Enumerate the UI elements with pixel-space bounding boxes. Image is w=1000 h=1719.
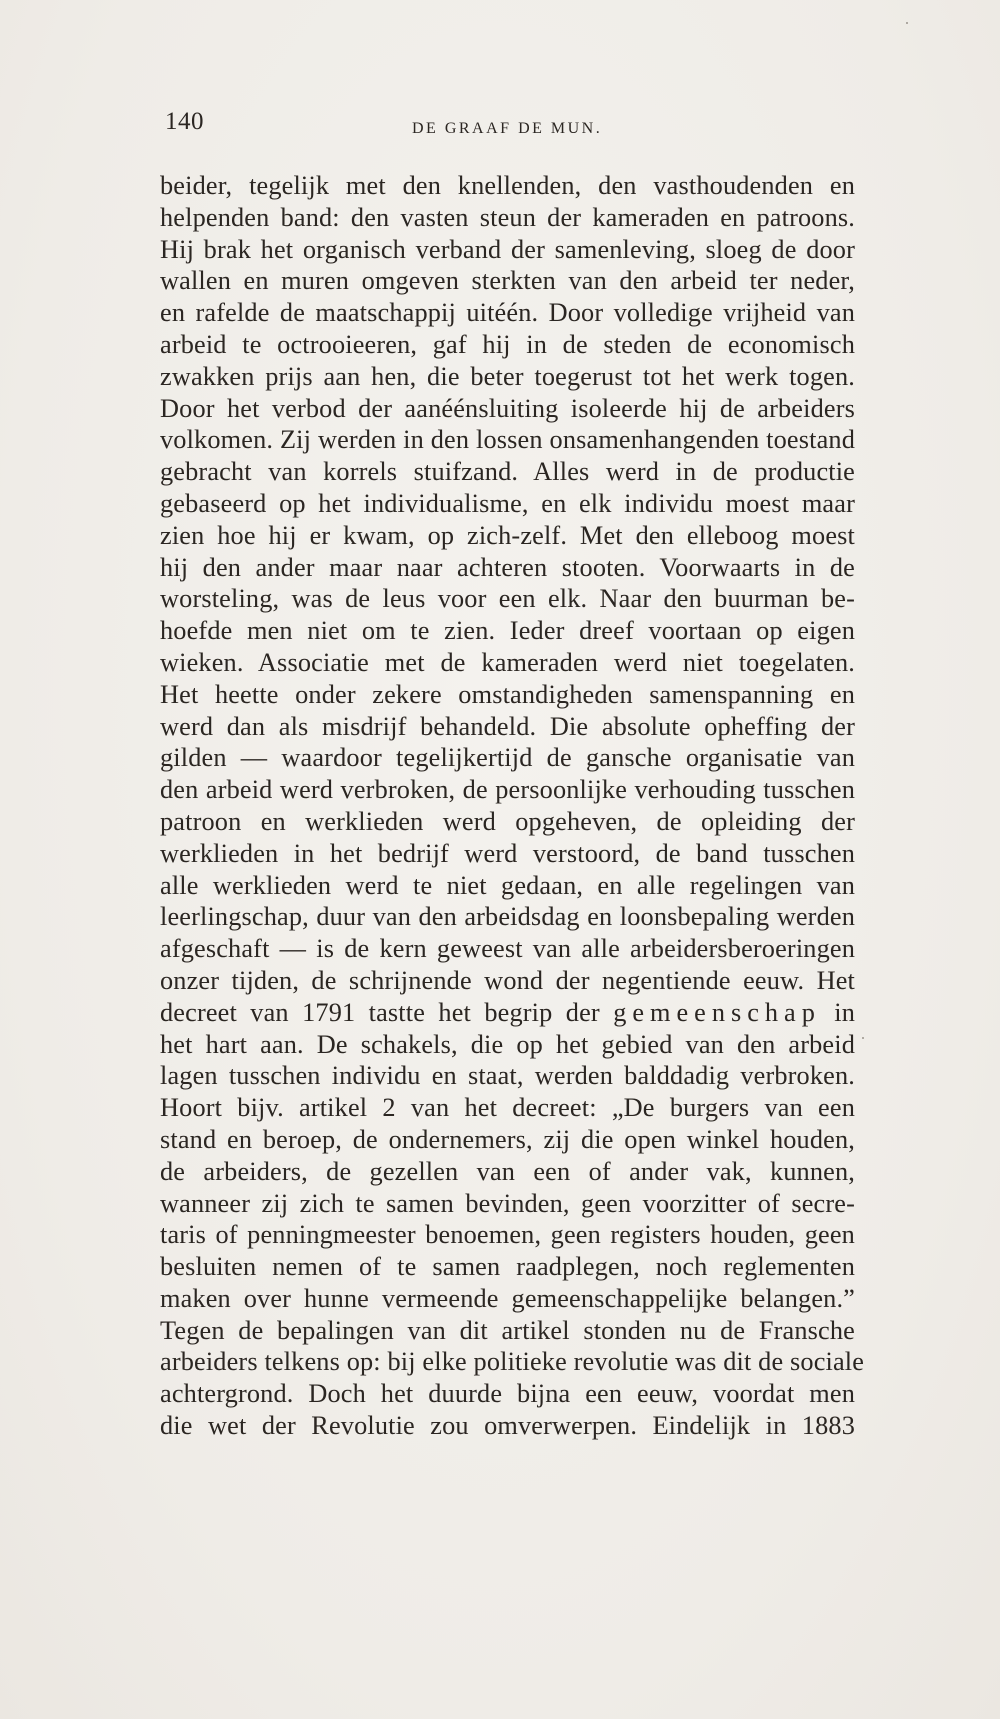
text-line: wieken. Associatie met de kameraden werd niet toegelaten. [160, 647, 855, 677]
text-line: besluiten nemen of te samen raadplegen, noch reglementen [160, 1252, 855, 1282]
text-line: patroon en werklieden werd opgeheven, de opleiding der [160, 806, 855, 836]
text-line: arbeid te octrooieeren, gaf hij in de steden de economisch [160, 329, 855, 359]
text-line: gebaseerd op het individualisme, en elk individu moest maar [160, 488, 855, 518]
running-title: DE GRAAF DE MUN. [412, 120, 603, 137]
text-line: wallen en muren omgeven sterkten van den arbeid ter neder, [160, 266, 855, 296]
text-line: onzer tijden, de schrijnende wond der negentiende eeuw. Het [160, 965, 855, 995]
text-line: Het heette onder zekere omstandigheden samenspanning en [160, 679, 855, 709]
text-line: alle werklieden werd te niet gedaan, en alle regelingen van [160, 870, 855, 900]
text-line: hoefde men niet om te zien. Ieder dreef voortaan op eigen [160, 616, 855, 646]
text-line: gilden — waardoor tegelijkertijd de gansche organisatie van [160, 743, 855, 773]
text-line: zwakken prijs aan hen, die beter toegerust tot het werk togen. [160, 361, 855, 391]
text-line: den arbeid werd verbroken, de persoonlijke verhouding tusschen [160, 775, 855, 805]
text-line: Door het verbod der aanéénsluiting isoleerde hij de arbeiders [160, 393, 855, 423]
text-line: Hoort bijv. artikel 2 van het decreet: „De burgers van een [160, 1093, 855, 1123]
page-number: 140 [165, 108, 204, 135]
text-line: stand en beroep, de ondernemers, zij die open winkel houden, [160, 1124, 855, 1154]
spaced-emphasis-word: gemeenschap [613, 997, 821, 1027]
text-segment: decreet van 1791 tastte het begrip der [160, 997, 600, 1027]
text-line: volkomen. Zij werden in den lossen onsamenhangenden toestand [160, 425, 855, 455]
text-line: lagen tusschen individu en staat, werden balddadig verbroken. [160, 1061, 855, 1091]
text-line: taris of penningmeester benoemen, geen registers houden, geen [160, 1220, 855, 1250]
text-line: beider, tegelijk met den knellenden, den vasthoudenden en [160, 171, 855, 200]
text-line-with-spaced-word [160, 997, 855, 1029]
text-line: wanneer zij zich te samen bevinden, geen voorzitter of secre- [160, 1188, 855, 1218]
text-line: maken over hunne vermeende gemeenschappelijke belangen.” [160, 1283, 855, 1313]
text-line: en rafelde de maatschappij uitéén. Door volledige vrijheid van [160, 298, 855, 328]
text-line: het hart aan. De schakels, die op het gebied van den arbeid [160, 1029, 855, 1059]
text-line: werklieden in het bedrijf werd verstoord, de band tusschen [160, 838, 855, 868]
text-line: Hij brak het organisch verband der samenleving, sloeg de door [160, 234, 855, 264]
text-line: leerlingschap, duur van den arbeidsdag en loonsbepaling werden [160, 902, 855, 932]
text-line: zien hoe hij er kwam, op zich-zelf. Met den elleboog moest [160, 520, 855, 550]
paper-speck [862, 1037, 864, 1039]
text-line: worsteling, was de leus voor een elk. Naar den buurman be- [160, 584, 855, 614]
text-line: Tegen de bepalingen van dit artikel stonden nu de Fransche [160, 1315, 855, 1345]
text-line: gebracht van korrels stuifzand. Alles werd in de productie [160, 457, 855, 487]
text-line: die wet der Revolutie zou omverwerpen. Eindelijk in 1883 [160, 1411, 855, 1441]
body-text [160, 170, 865, 1442]
running-head [165, 108, 850, 148]
text-line: helpenden band: den vasten steun der kameraden en patroons. [160, 202, 855, 232]
text-line: arbeiders telkens op: bij elke politieke revolutie was dit de sociale [160, 1347, 865, 1377]
text-line: achtergrond. Doch het duurde bijna een eeuw, voordat men [160, 1379, 855, 1409]
text-line: werd dan als misdrijf behandeld. Die absolute opheffing der [160, 711, 855, 741]
text-line: hij den ander maar naar achteren stooten. Voorwaarts in de [160, 552, 855, 582]
text-line: afgeschaft — is de kern geweest van alle arbeidersberoeringen [160, 934, 855, 964]
paper-speck [906, 22, 908, 24]
text-line: de arbeiders, de gezellen van een of ander vak, kunnen, [160, 1156, 855, 1186]
text-segment: in [834, 997, 855, 1027]
